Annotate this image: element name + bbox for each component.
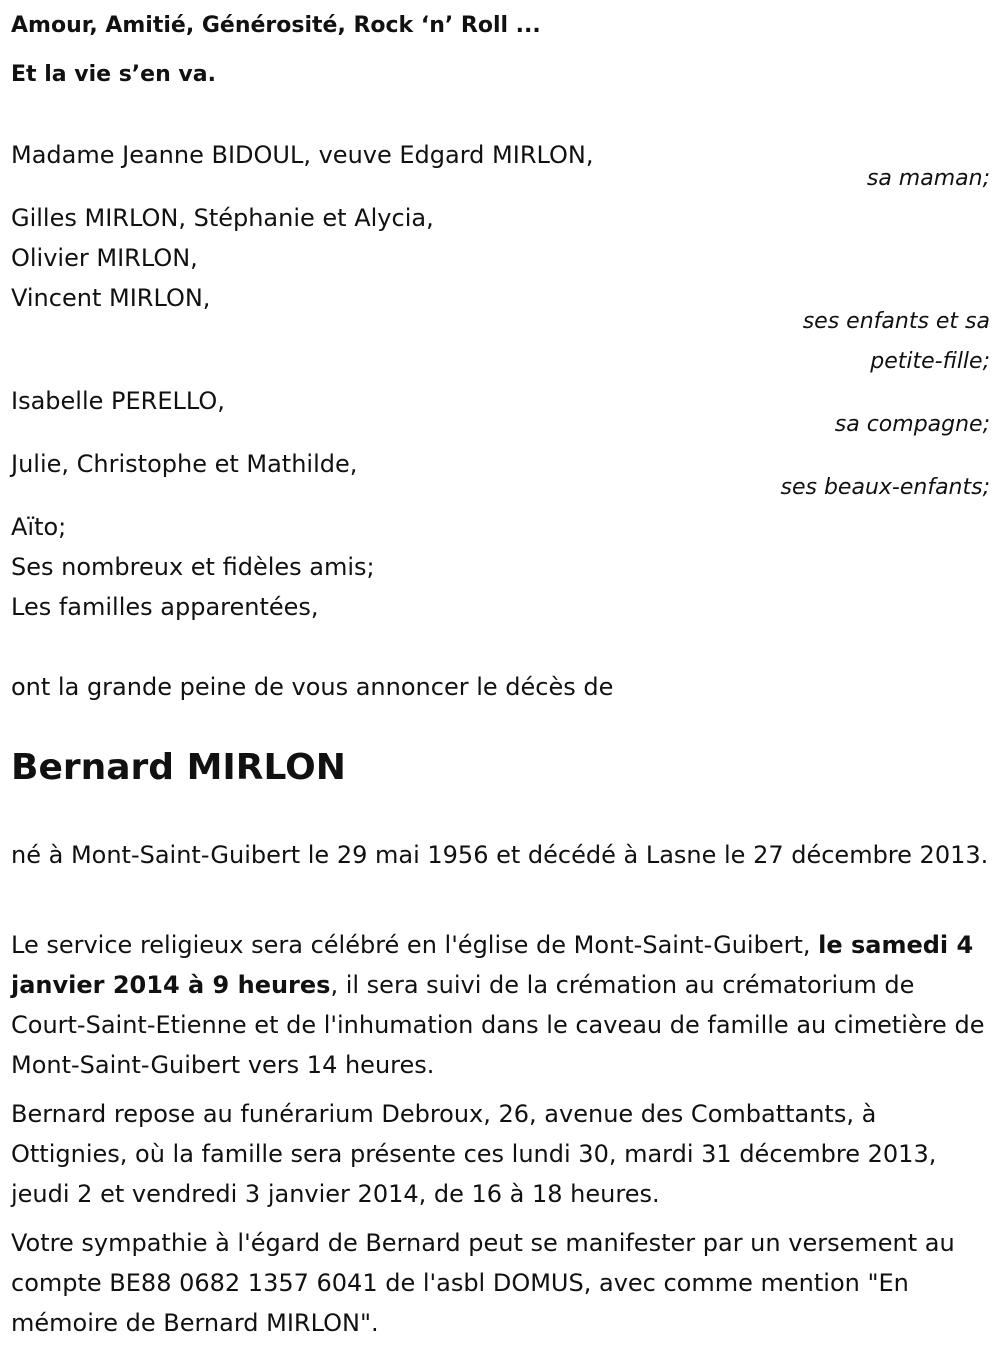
service-text-end: , il sera suivi de la crémation au crématorium de Court-Saint-Etienne et de l'inhumation dans le caveau de famille au cimetière de Mont-Saint-Guibert vers 14 heures. — [11, 971, 985, 1079]
stepchildren-relation: ses beaux-enfants; — [780, 475, 990, 500]
donation-paragraph: Votre sympathie à l'égard de Bernard peut se manifester par un versement au compte BE88 0682 1357 6041 de l'asbl DOMUS, avec comme mention "En mémoire de Bernard MIRLON". — [11, 1229, 955, 1337]
mother-name: Madame Jeanne BIDOUL, veuve Edgard MIRLON, — [11, 141, 594, 169]
other-family-2: Ses nombreux et fidèles amis; — [11, 553, 375, 581]
service-paragraph — [11, 925, 990, 1085]
children-relation-line-2: petite-fille; — [870, 349, 990, 374]
partner-name: Isabelle PERELLO, — [11, 387, 225, 415]
child-1-name: Gilles MIRLON, Stéphanie et Alycia, — [11, 204, 434, 232]
service-text-start: Le service religieux sera célébré en l'église de Mont-Saint-Guibert, — [11, 931, 819, 959]
other-family-1: Aïto; — [11, 513, 67, 541]
motto-line-2: Et la vie s’en va. — [11, 62, 216, 87]
children-relation-line-1: ses enfants et sa — [802, 309, 990, 334]
stepchildren-names: Julie, Christophe et Mathilde, — [11, 450, 358, 478]
child-3-name: Vincent MIRLON, — [11, 284, 211, 312]
service-date: le samedi 4 janvier 2014 à 9 heures — [11, 931, 974, 999]
other-family-3: Les familles apparentées, — [11, 593, 319, 621]
announcement-text: ont la grande peine de vous annoncer le décès de — [11, 673, 614, 701]
mother-relation: sa maman; — [866, 166, 990, 191]
motto-line-1: Amour, Amitié, Générosité, Rock ‘n’ Roll ... — [11, 13, 541, 38]
child-2-name: Olivier MIRLON, — [11, 244, 198, 272]
partner-relation: sa compagne; — [834, 412, 990, 437]
birth-death-paragraph: né à Mont-Saint-Guibert le 29 mai 1956 et décédé à Lasne le 27 décembre 2013. — [11, 841, 989, 869]
visitation-paragraph: Bernard repose au funérarium Debroux, 26, avenue des Combattants, à Ottignies, où la famille sera présente ces lundi 30, mardi 31 décembre 2013, jeudi 2 et vendredi 3 janvier 2014, de 16 à 18 heures. — [11, 1100, 937, 1208]
deceased-name: Bernard MIRLON — [11, 747, 346, 788]
